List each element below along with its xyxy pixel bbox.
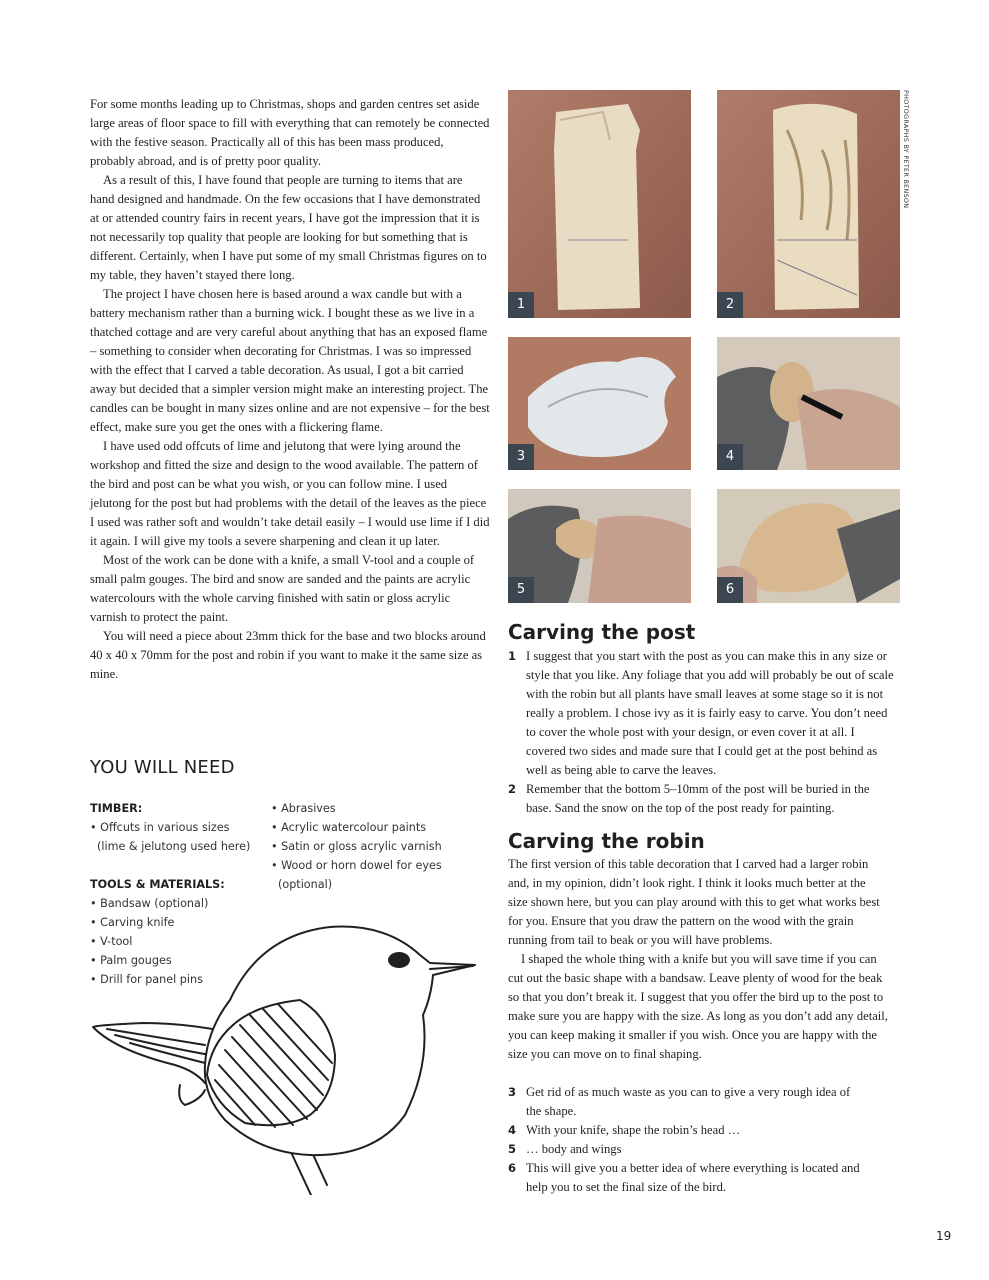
photo-number: 6 <box>717 577 743 603</box>
list-item: • Carving knife <box>90 916 175 929</box>
list-item: • Abrasives <box>271 802 336 815</box>
list-item: • Wood or horn dowel for eyes <box>271 859 442 872</box>
photo-credit <box>902 90 912 210</box>
post-block-photo <box>508 90 691 318</box>
step-item <box>508 1159 868 1197</box>
step-text: Remember that the bottom 5–10mm of the post will be buried in the base. Sand the snow on the top of the post ready for painting. <box>526 782 870 815</box>
intro-paragraph: For some months leading up to Christmas, shops and garden centres set aside large areas of floor space to fill with everything that can remotely be connected with the festive season. Practically all of this has been mass produced, probably abroad, and is of pretty poor quality. <box>90 97 490 168</box>
robin-steps <box>508 1083 868 1197</box>
list-item: • Acrylic watercolour paints <box>271 821 427 834</box>
body-wings-photo <box>508 489 691 603</box>
step-number: 6 <box>508 1161 517 1175</box>
carved-post-photo <box>717 90 900 318</box>
step-text: This will give you a better idea of where everything is located and help you to set the final size of the bird. <box>526 1161 860 1194</box>
photo-number: 3 <box>508 444 534 470</box>
step-number: 2 <box>508 782 517 796</box>
step-number: 3 <box>508 1085 517 1099</box>
photo-number: 2 <box>717 292 743 318</box>
photo-credit-text: PHOTOGRAPHS BY PETER BENSON <box>902 90 910 209</box>
step-item <box>508 780 896 818</box>
step-text: Get rid of as much waste as you can to give a very rough idea of the shape. <box>526 1085 851 1118</box>
carving-post-heading: Carving the post <box>508 620 696 644</box>
step-item <box>508 1083 868 1121</box>
robin-paragraph: The first version of this table decoration that I carved had a larger robin and, in my opinion, didn’t look right. I think it looks much better at the size shown here, but you can play around with this to get what works best for you. Ensure that you draw the pattern on the wood with the grain running from tail to beak or you will have problems. <box>508 857 880 947</box>
step-photo-6 <box>717 489 900 603</box>
photo-number: 1 <box>508 292 534 318</box>
you-will-need-heading: YOU WILL NEED <box>90 757 235 778</box>
list-item: • Offcuts in various sizes <box>90 821 230 834</box>
intro-paragraph: You will need a piece about 23mm thick for the base and two blocks around 40 x 40 x 70mm for the post and robin if you want to make it the same size as mine. <box>90 629 486 681</box>
robin-text <box>508 855 888 1064</box>
robin-pattern-illustration <box>85 905 485 1195</box>
robin-blank-photo <box>508 337 691 470</box>
post-steps <box>508 647 896 818</box>
step-photo-3 <box>508 337 691 470</box>
timber-heading: TIMBER: <box>90 802 143 815</box>
list-item: • V-tool <box>90 935 133 948</box>
list-item: (lime & jelutong used here) <box>97 840 251 853</box>
photo-number: 5 <box>508 577 534 603</box>
carving-robin-heading: Carving the robin <box>508 829 705 853</box>
list-item: • Satin or gloss acrylic varnish <box>271 840 442 853</box>
intro-paragraph: Most of the work can be done with a knife, a small V-tool and a couple of small palm gouges. The bird and snow are sanded and the paints are acrylic watercolours with the whole carving finished with satin or gloss acrylic varnish to protect the paint. <box>90 553 475 624</box>
step-number: 4 <box>508 1123 517 1137</box>
list-item: • Palm gouges <box>90 954 172 967</box>
list-item: (optional) <box>278 878 333 891</box>
step-photo-5 <box>508 489 691 603</box>
step-photo-4 <box>717 337 900 470</box>
step-item <box>508 1140 868 1159</box>
step-item <box>508 1121 868 1140</box>
materials-column-2 <box>271 799 442 894</box>
robin-paragraph: I shaped the whole thing with a knife but you will save time if you can cut out the basic shape with a bandsaw. Leave plenty of wood for the beak so that you don’t break it. I suggest that you offer the bird up to the post to make sure you are happy with the size. As long as you don’t add any detail, you can keep making it smaller if you wish. Once you are happy with the size you can move on to final shaping. <box>508 952 888 1061</box>
step-text: I suggest that you start with the post as you can make this in any size or style that you like. Any foliage that you add will probably be out of scale with the robin but all plants have small leaves at some stage so it is not really a problem. I chose ivy as it is fairly easy to carve. You don’t need to cover the whole post with your design, or even cover it at all. I covered two sides and made sure that I could get at the post behind as well as being able to carve the leaves. <box>526 649 894 777</box>
list-item: • Bandsaw (optional) <box>90 897 209 910</box>
step-text: With your knife, shape the robin’s head … <box>526 1123 741 1137</box>
step-photo-1 <box>508 90 691 318</box>
step-number: 1 <box>508 649 517 663</box>
list-item: • Drill for panel pins <box>90 973 203 986</box>
shaping-head-photo <box>717 337 900 470</box>
intro-paragraph: The project I have chosen here is based around a wax candle but with a battery mechanism rather than a burning wick. I bought these as we live in a thatched cottage and are very careful about anything that has an exposed flame – something to consider when decorating for Christmas. I was so impressed with the effect that I carved a table decoration. As usual, I got a bit carried away but decided that a simpler version might make an interesting project. The candles can be bought in many sizes online and are not expensive – for the best effect, make sure you get the ones with a flickering flame. <box>90 287 490 434</box>
tools-heading: TOOLS & MATERIALS: <box>90 878 225 891</box>
intro-paragraph: I have used odd offcuts of lime and jelutong that were lying around the workshop and fitted the size and design to the wood available. The pattern of the bird and post can be what you wish, or you can follow mine. I used jelutong for the post but had problems with the detail of the leaves as the piece I used was rather soft and wouldn’t take detail easily – I would use lime if I did it again. I will give my tools a severe sharpening and clean it up later. <box>90 439 490 548</box>
final-size-photo <box>717 489 900 603</box>
intro-paragraph: As a result of this, I have found that people are turning to items that are hand designed and handmade. On the few occasions that I have demonstrated at or attended country fairs in recent years, I have got the impression that it is not necessarily top quality that people are looking for but something that is different. Certainly, when I have put some of my small Christmas figures on to my table, they haven’t stayed there long. <box>90 173 487 282</box>
intro-text <box>90 95 490 684</box>
photo-number: 4 <box>717 444 743 470</box>
step-text: … body and wings <box>526 1142 622 1156</box>
step-item <box>508 647 896 780</box>
step-number: 5 <box>508 1142 517 1156</box>
page-number: 19 <box>936 1229 952 1243</box>
step-photo-2 <box>717 90 900 318</box>
